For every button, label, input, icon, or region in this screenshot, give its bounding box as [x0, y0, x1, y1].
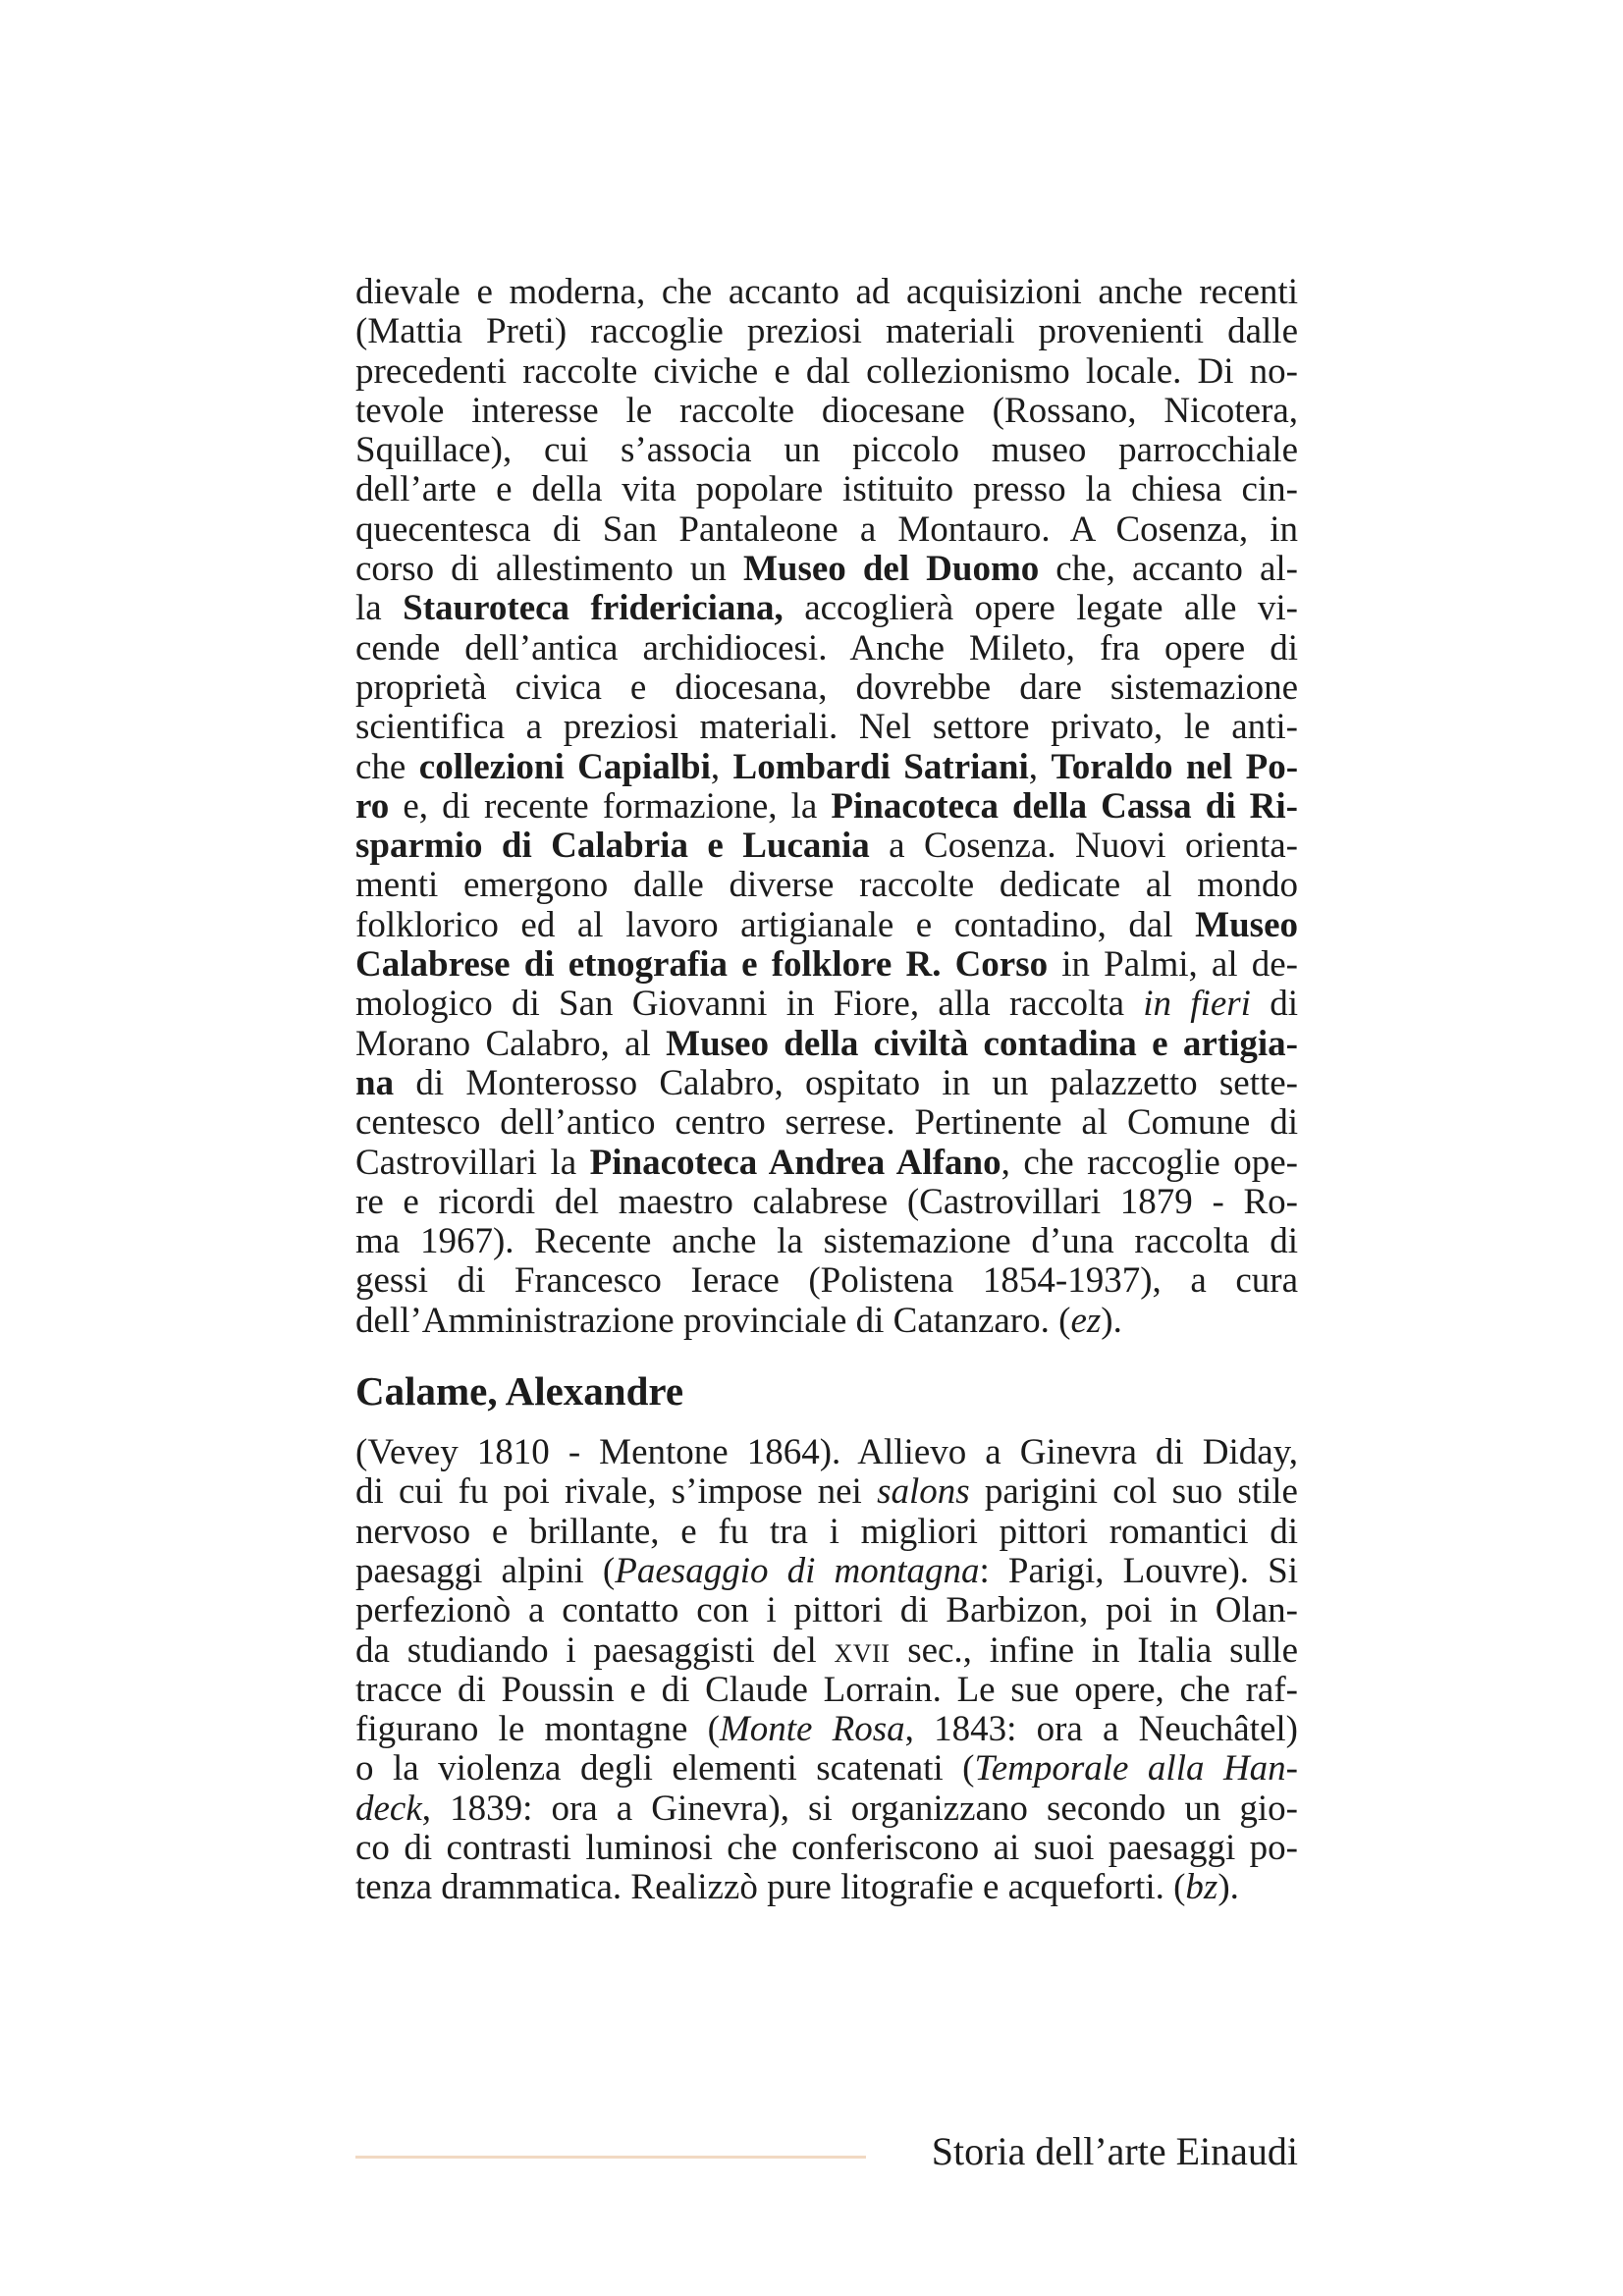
entry-heading: Calame, Alexandre [355, 1368, 684, 1415]
museum-name: na [355, 1062, 395, 1103]
footer-rule [355, 2156, 866, 2159]
text-line [355, 1302, 1298, 1341]
entry-calame-paragraph [355, 1433, 1298, 1908]
text-run: a Cosenza. Nuovi orienta- [869, 826, 1298, 867]
collection-name: sparmio di Calabria e Lucania [355, 826, 870, 867]
text-run: ). [1101, 1300, 1122, 1341]
text-run: , 1843: ora a Neuchâtel) [904, 1709, 1298, 1750]
collection-name: Stauroteca fridericiana, [403, 588, 784, 629]
text-line [355, 1144, 1298, 1183]
text-line: Squillace), cui s’associa un piccolo museo parrocchiale [355, 430, 1298, 471]
text-line: (Mattia Preti) raccoglie preziosi materiali provenienti dalle [355, 311, 1298, 352]
text-line [355, 985, 1298, 1024]
museum-name: Museo del Duomo [742, 549, 1040, 590]
collection-name: collezioni Capialbi [418, 746, 711, 787]
text-run: paesaggi alpini ( [355, 1550, 616, 1591]
text-run: di cui fu poi rivale, s’impose nei [355, 1471, 878, 1513]
entry-continued-paragraph [355, 273, 1298, 1341]
artwork-title: Temporale alla Han- [974, 1748, 1298, 1789]
text-run: , [710, 746, 733, 787]
artwork-title: Paesaggio di montagna [615, 1550, 980, 1591]
text-line [355, 1472, 1298, 1512]
text-run: accoglierà opere legate alle vi- [783, 588, 1298, 629]
text-run: la [355, 588, 404, 629]
text-line: scientifica a preziosi materiali. Nel settore privato, le anti- [355, 707, 1298, 748]
text-line [355, 906, 1298, 945]
text-run: figurano le montagne ( [355, 1709, 720, 1750]
collection-name: Lombardi Satriani [732, 746, 1029, 787]
museum-name: Calabrese di etnografia e folklore R. Corso [355, 944, 1049, 986]
museum-name: Museo [1195, 904, 1298, 945]
text-line: tracce di Poussin e di Claude Lorrain. Le sue opere, che raf- [355, 1669, 1298, 1710]
text-line: cende dell’antica archidiocesi. Anche Mileto, fra opere di [355, 627, 1298, 668]
text-line [355, 589, 1298, 628]
text-line: re e ricordi del maestro calabrese (Castrovillari 1879 - Ro- [355, 1181, 1298, 1222]
text-line [355, 1749, 1298, 1789]
text-run: che [355, 746, 419, 787]
collection-name: Toraldo nel Po- [1051, 746, 1299, 787]
collection-name: ro [355, 785, 390, 827]
text-run: Castrovillari la [355, 1142, 590, 1183]
text-run: parigini col suo stile [969, 1471, 1298, 1513]
author-initials: bz [1185, 1867, 1218, 1908]
text-run: mologico di San Giovanni in Fiore, alla raccolta [355, 984, 1144, 1025]
text-line [355, 1025, 1298, 1064]
text-run: corso di allestimento un [355, 549, 743, 590]
text-run: in Palmi, al de- [1048, 944, 1298, 986]
text-line: perfezionò a contatto con i pittori di Barbizon, poi in Olan- [355, 1590, 1298, 1631]
text-line: tevole interesse le raccolte diocesane (Rossano, Nicotera, [355, 390, 1298, 431]
text-line: co di contrasti luminosi che conferiscono ai suoi paesaggi po- [355, 1827, 1298, 1868]
text-line: ma 1967). Recente anche la sistemazione d’una raccolta di [355, 1221, 1298, 1262]
text-run: dell’Amministrazione provinciale di Catanzaro. ( [355, 1300, 1071, 1341]
text-run: o la violenza degli elementi scatenati ( [355, 1748, 975, 1789]
museum-name: Pinacoteca Andrea Alfano [589, 1142, 1001, 1183]
text-run: : Parigi, Louvre). Si [979, 1550, 1299, 1591]
text-line: centesco dell’antico centro serrese. Pertinente al Comune di [355, 1102, 1298, 1144]
text-line [355, 1631, 1298, 1671]
text-line [355, 1868, 1298, 1907]
italic-term: salons [877, 1471, 970, 1513]
text-run: di [1250, 984, 1298, 1025]
text-line [355, 1064, 1298, 1103]
text-line: (Vevey 1810 - Mentone 1864). Allievo a Ginevra di Diday, [355, 1432, 1298, 1473]
text-run: , 1839: ora a Ginevra), si organizzano secondo un gio- [421, 1788, 1298, 1829]
text-run: Morano Calabro, al [355, 1023, 667, 1064]
text-run: e, di recente formazione, la [389, 785, 832, 827]
text-line: proprietà civica e diocesana, dovrebbe dare sistemazione [355, 667, 1298, 708]
text-run: , [1028, 746, 1052, 787]
text-line [355, 787, 1298, 827]
text-line: precedenti raccolte civiche e dal collezionismo locale. Di no- [355, 350, 1298, 392]
text-line: dell’arte e della vita popolare istituito presso la chiesa cin- [355, 469, 1298, 510]
text-line [355, 1552, 1298, 1591]
text-line: gessi di Francesco Ierace (Polistena 1854-1937), a cura [355, 1260, 1298, 1302]
text-run: ). [1217, 1867, 1239, 1908]
footer-title: Storia dell’arte Einaudi [931, 2129, 1298, 2173]
text-line [355, 748, 1298, 787]
text-line: quecentesca di San Pantaleone a Montauro. A Cosenza, in [355, 508, 1298, 550]
author-initials: ez [1070, 1300, 1102, 1341]
text-line [355, 1789, 1298, 1829]
collection-name: Pinacoteca della Cassa di Ri- [831, 785, 1298, 827]
century-numeral: xvii [834, 1629, 891, 1671]
text-run: folklorico ed al lavoro artigianale e contadino, dal [355, 904, 1196, 945]
artwork-title: Monte Rosa [719, 1709, 905, 1750]
text-line [355, 827, 1298, 866]
text-column [355, 273, 1298, 1908]
text-run: tenza drammatica. Realizzò pure litografie e acqueforti. ( [355, 1867, 1186, 1908]
artwork-title: deck [355, 1788, 422, 1829]
text-run: , che raccoglie ope- [1001, 1142, 1298, 1183]
text-run: che, accanto al- [1039, 549, 1298, 590]
text-run: da studiando i paesaggisti del [355, 1629, 835, 1671]
text-line [355, 945, 1298, 985]
text-run: di Monterosso Calabro, ospitato in un palazzetto sette- [394, 1062, 1298, 1103]
text-line [355, 1710, 1298, 1749]
text-run: sec., infine in Italia sulle [890, 1629, 1298, 1671]
text-line: menti emergono dalle diverse raccolte dedicate al mondo [355, 865, 1298, 906]
text-line: nervoso e brillante, e fu tra i migliori pittori romantici di [355, 1511, 1298, 1552]
italic-term: in fieri [1143, 984, 1251, 1025]
text-line: dievale e moderna, che accanto ad acquisizioni anche recenti [355, 272, 1298, 312]
museum-name: Museo della civiltà contadina e artigia- [666, 1023, 1298, 1064]
text-line [355, 550, 1298, 589]
